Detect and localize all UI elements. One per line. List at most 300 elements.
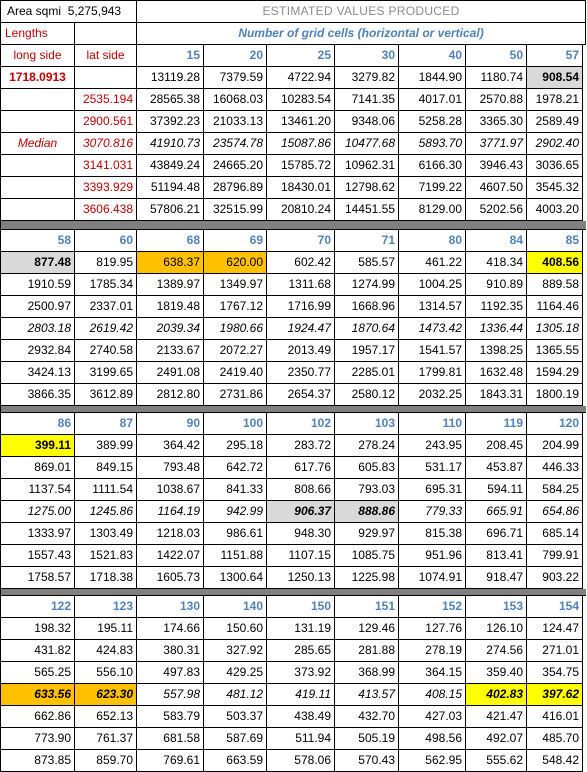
header-cell[interactable]: 90 (137, 413, 204, 435)
data-cell[interactable]: 2803.18 (1, 318, 75, 340)
data-cell[interactable]: 10477.68 (335, 133, 399, 155)
median-label[interactable]: Median (1, 133, 75, 155)
data-cell[interactable]: 665.91 (466, 501, 527, 523)
data-cell[interactable]: 1799.81 (399, 362, 466, 384)
data-cell[interactable]: 505.19 (335, 728, 399, 750)
lengths-label[interactable]: Lengths (1, 23, 75, 45)
data-cell[interactable]: 3279.82 (335, 67, 399, 89)
data-cell[interactable]: 562.95 (399, 750, 466, 772)
data-cell[interactable]: 696.71 (466, 523, 527, 545)
table-row (1, 296, 586, 318)
header-cell[interactable]: 68 (137, 230, 204, 252)
data-cell[interactable]: 7141.35 (335, 89, 399, 111)
data-cell[interactable]: 2350.77 (267, 362, 335, 384)
header-cell[interactable]: 85 (527, 230, 583, 252)
data-cell[interactable]: 1957.17 (335, 340, 399, 362)
data-cell[interactable]: 584.25 (527, 479, 583, 501)
data-cell[interactable]: 3365.30 (466, 111, 527, 133)
data-cell[interactable]: 1111.54 (75, 479, 137, 501)
data-cell[interactable]: 2039.34 (137, 318, 204, 340)
data-cell[interactable]: 453.87 (466, 457, 527, 479)
data-cell[interactable]: 556.10 (75, 662, 137, 684)
data-cell[interactable]: 419.11 (267, 684, 335, 706)
data-cell[interactable]: 662.86 (1, 706, 75, 728)
data-cell[interactable]: 285.65 (267, 640, 335, 662)
header-cell[interactable]: 87 (75, 413, 137, 435)
data-cell[interactable]: 815.38 (399, 523, 466, 545)
data-cell[interactable]: 421.47 (466, 706, 527, 728)
data-cell-highlight[interactable]: 399.11 (1, 435, 75, 457)
data-cell[interactable]: 7379.59 (204, 67, 267, 89)
data-cell[interactable]: 23574.78 (204, 133, 267, 155)
data-cell[interactable]: 278.19 (399, 640, 466, 662)
data-cell[interactable]: 21033.13 (204, 111, 267, 133)
data-cell[interactable]: 1300.64 (204, 567, 267, 589)
data-cell[interactable]: 3866.35 (1, 384, 75, 406)
data-cell[interactable]: 557.98 (137, 684, 204, 706)
data-cell[interactable]: 1192.35 (466, 296, 527, 318)
data-cell[interactable]: 841.33 (204, 479, 267, 501)
data-cell[interactable]: 570.43 (335, 750, 399, 772)
lat-side-value[interactable]: 3393.929 (75, 177, 137, 199)
data-cell[interactable]: 1336.44 (466, 318, 527, 340)
data-cell[interactable]: 1164.46 (527, 296, 583, 318)
data-cell[interactable]: 380.31 (137, 640, 204, 662)
data-cell[interactable]: 3946.43 (466, 155, 527, 177)
data-cell[interactable]: 5258.28 (399, 111, 466, 133)
data-cell[interactable]: 1218.03 (137, 523, 204, 545)
long-side-label[interactable]: long side (1, 45, 75, 67)
data-cell[interactable]: 15087.86 (267, 133, 335, 155)
data-cell[interactable]: 485.70 (527, 728, 583, 750)
header-cell[interactable]: 15 (137, 45, 204, 67)
data-cell[interactable]: 2500.97 (1, 296, 75, 318)
data-cell[interactable]: 492.07 (466, 728, 527, 750)
data-cell[interactable]: 695.31 (399, 479, 466, 501)
data-cell[interactable]: 208.45 (466, 435, 527, 457)
data-cell-highlight[interactable]: 908.54 (527, 67, 583, 89)
data-cell[interactable]: 585.57 (335, 252, 399, 274)
data-cell[interactable]: 364.15 (399, 662, 466, 684)
data-cell[interactable]: 359.40 (466, 662, 527, 684)
data-cell[interactable]: 3424.13 (1, 362, 75, 384)
data-cell[interactable]: 295.18 (204, 435, 267, 457)
data-cell[interactable]: 32515.99 (204, 199, 267, 221)
header-cell[interactable]: 86 (1, 413, 75, 435)
data-cell[interactable]: 1632.48 (466, 362, 527, 384)
data-cell[interactable]: 2419.40 (204, 362, 267, 384)
data-cell[interactable]: 43849.24 (137, 155, 204, 177)
data-cell[interactable]: 1819.48 (137, 296, 204, 318)
data-cell[interactable]: 5893.70 (399, 133, 466, 155)
header-cell[interactable]: 130 (137, 596, 204, 618)
table-row (1, 640, 586, 662)
data-cell[interactable]: 555.62 (466, 750, 527, 772)
data-cell[interactable]: 1004.25 (399, 274, 466, 296)
data-cell[interactable]: 3199.65 (75, 362, 137, 384)
data-cell[interactable]: 424.83 (75, 640, 137, 662)
data-cell[interactable]: 2570.88 (466, 89, 527, 111)
data-cell[interactable]: 429.25 (204, 662, 267, 684)
median-row (1, 501, 586, 523)
data-cell[interactable]: 198.32 (1, 618, 75, 640)
long-side-value[interactable]: 1718.0913 (1, 67, 75, 89)
data-cell[interactable]: 389.99 (75, 435, 137, 457)
data-cell[interactable]: 7199.22 (399, 177, 466, 199)
data-cell[interactable]: 1785.34 (75, 274, 137, 296)
data-cell[interactable]: 2589.49 (527, 111, 583, 133)
data-cell[interactable]: 594.11 (466, 479, 527, 501)
data-cell[interactable]: 1314.57 (399, 296, 466, 318)
data-cell[interactable]: 1305.18 (527, 318, 583, 340)
data-cell[interactable]: 1274.99 (335, 274, 399, 296)
data-cell[interactable]: 1800.19 (527, 384, 583, 406)
data-cell-highlight[interactable]: 906.37 (267, 501, 335, 523)
data-cell[interactable]: 131.19 (267, 618, 335, 640)
data-cell[interactable]: 859.70 (75, 750, 137, 772)
data-cell[interactable]: 12798.62 (335, 177, 399, 199)
data-cell[interactable]: 2133.67 (137, 340, 204, 362)
data-cell[interactable]: 1924.47 (267, 318, 335, 340)
data-cell[interactable]: 10283.54 (267, 89, 335, 111)
data-cell[interactable]: 1151.88 (204, 545, 267, 567)
data-cell-highlight[interactable]: 397.62 (527, 684, 583, 706)
data-cell[interactable]: 498.56 (399, 728, 466, 750)
data-cell-highlight[interactable]: 402.83 (466, 684, 527, 706)
header-cell[interactable]: 151 (335, 596, 399, 618)
lat-side-value[interactable]: 2900.561 (75, 111, 137, 133)
data-cell[interactable]: 663.59 (204, 750, 267, 772)
data-cell[interactable]: 587.69 (204, 728, 267, 750)
data-cell[interactable]: 819.95 (75, 252, 137, 274)
data-cell[interactable]: 1758.57 (1, 567, 75, 589)
lat-side-label[interactable]: lat side (75, 45, 137, 67)
data-cell[interactable]: 918.47 (466, 567, 527, 589)
header-cell[interactable]: 20 (204, 45, 267, 67)
data-cell[interactable]: 1668.96 (335, 296, 399, 318)
header-cell[interactable]: 58 (1, 230, 75, 252)
data-cell[interactable]: 2032.25 (399, 384, 466, 406)
header-cell[interactable]: 119 (466, 413, 527, 435)
data-cell[interactable]: 869.01 (1, 457, 75, 479)
empty-cell[interactable] (75, 23, 137, 45)
long-side-cell[interactable] (1, 111, 75, 133)
data-cell[interactable]: 3036.65 (527, 155, 583, 177)
data-cell[interactable]: 3771.97 (466, 133, 527, 155)
data-cell[interactable]: 1978.21 (527, 89, 583, 111)
header-cell[interactable]: 110 (399, 413, 466, 435)
data-cell-highlight[interactable]: 888.86 (335, 501, 399, 523)
data-cell[interactable]: 2740.58 (75, 340, 137, 362)
data-cell[interactable]: 416.01 (527, 706, 583, 728)
data-cell[interactable]: 174.66 (137, 618, 204, 640)
data-cell[interactable]: 769.61 (137, 750, 204, 772)
header-cell[interactable]: 150 (267, 596, 335, 618)
data-cell[interactable]: 37392.23 (137, 111, 204, 133)
data-cell[interactable]: 548.42 (527, 750, 583, 772)
data-cell[interactable]: 2013.49 (267, 340, 335, 362)
header-cell[interactable]: 40 (399, 45, 466, 67)
header-cell[interactable]: 154 (527, 596, 583, 618)
lat-side-value[interactable]: 3141.031 (75, 155, 137, 177)
data-cell[interactable]: 642.72 (204, 457, 267, 479)
data-cell[interactable]: 929.97 (335, 523, 399, 545)
data-cell[interactable]: 13461.20 (267, 111, 335, 133)
data-cell[interactable]: 481.12 (204, 684, 267, 706)
lat-side-value[interactable]: 2535.194 (75, 89, 137, 111)
long-side-cell[interactable] (1, 177, 75, 199)
data-cell[interactable]: 51194.48 (137, 177, 204, 199)
data-cell[interactable]: 446.33 (527, 457, 583, 479)
data-cell[interactable]: 903.22 (527, 567, 583, 589)
data-cell[interactable]: 1718.38 (75, 567, 137, 589)
data-cell[interactable]: 281.88 (335, 640, 399, 662)
data-cell[interactable]: 28565.38 (137, 89, 204, 111)
data-cell[interactable]: 813.41 (466, 545, 527, 567)
data-cell[interactable]: 6166.30 (399, 155, 466, 177)
data-cell[interactable]: 942.99 (204, 501, 267, 523)
header-cell[interactable]: 122 (1, 596, 75, 618)
data-cell[interactable]: 910.89 (466, 274, 527, 296)
data-cell[interactable]: 565.25 (1, 662, 75, 684)
data-cell[interactable]: 124.47 (527, 618, 583, 640)
long-side-cell[interactable] (1, 199, 75, 221)
data-cell[interactable]: 408.15 (399, 684, 466, 706)
grid-title[interactable]: Number of grid cells (horizontal or vertical) (137, 23, 586, 45)
data-cell[interactable]: 1349.97 (204, 274, 267, 296)
header-cell[interactable]: 152 (399, 596, 466, 618)
data-cell[interactable]: 4017.01 (399, 89, 466, 111)
data-cell[interactable]: 531.17 (399, 457, 466, 479)
data-cell[interactable]: 2902.40 (527, 133, 583, 155)
data-cell[interactable]: 427.03 (399, 706, 466, 728)
long-side-cell[interactable] (1, 155, 75, 177)
data-cell[interactable]: 368.99 (335, 662, 399, 684)
data-cell[interactable]: 1767.12 (204, 296, 267, 318)
data-cell[interactable]: 986.61 (204, 523, 267, 545)
area-cell[interactable] (1, 1, 137, 23)
data-cell[interactable]: 1870.64 (335, 318, 399, 340)
data-cell[interactable]: 511.94 (267, 728, 335, 750)
data-cell[interactable]: 602.42 (267, 252, 335, 274)
data-cell[interactable]: 761.37 (75, 728, 137, 750)
data-cell[interactable]: 808.66 (267, 479, 335, 501)
data-cell[interactable]: 204.99 (527, 435, 583, 457)
data-cell[interactable]: 1716.99 (267, 296, 335, 318)
data-cell[interactable]: 1521.83 (75, 545, 137, 567)
data-cell[interactable]: 354.75 (527, 662, 583, 684)
data-cell[interactable]: 1038.67 (137, 479, 204, 501)
data-cell[interactable]: 849.15 (75, 457, 137, 479)
data-cell[interactable]: 503.37 (204, 706, 267, 728)
data-cell[interactable]: 150.60 (204, 618, 267, 640)
data-cell[interactable]: 948.30 (267, 523, 335, 545)
data-cell[interactable]: 1303.49 (75, 523, 137, 545)
data-cell[interactable]: 1164.19 (137, 501, 204, 523)
header-cell[interactable]: 71 (335, 230, 399, 252)
data-cell[interactable]: 1275.00 (1, 501, 75, 523)
data-cell[interactable]: 2812.80 (137, 384, 204, 406)
data-cell[interactable]: 13119.28 (137, 67, 204, 89)
data-cell-highlight[interactable]: 877.48 (1, 252, 75, 274)
data-cell[interactable]: 126.10 (466, 618, 527, 640)
data-cell[interactable]: 4607.50 (466, 177, 527, 199)
data-cell[interactable]: 2337.01 (75, 296, 137, 318)
lat-side-cell[interactable] (75, 67, 137, 89)
data-cell[interactable]: 1398.25 (466, 340, 527, 362)
data-cell[interactable]: 243.95 (399, 435, 466, 457)
data-cell[interactable]: 195.11 (75, 618, 137, 640)
header-cell[interactable]: 69 (204, 230, 267, 252)
data-cell[interactable]: 1541.57 (399, 340, 466, 362)
data-cell[interactable]: 1107.15 (267, 545, 335, 567)
data-cell[interactable]: 57806.21 (137, 199, 204, 221)
data-cell-highlight[interactable]: 633.56 (1, 684, 75, 706)
data-cell[interactable]: 129.46 (335, 618, 399, 640)
table-row (1, 706, 586, 728)
data-cell[interactable]: 951.96 (399, 545, 466, 567)
data-cell[interactable]: 3612.89 (75, 384, 137, 406)
header-cell[interactable]: 84 (466, 230, 527, 252)
data-cell[interactable]: 438.49 (267, 706, 335, 728)
data-cell[interactable]: 8129.00 (399, 199, 466, 221)
data-cell[interactable]: 2619.42 (75, 318, 137, 340)
data-cell[interactable]: 283.72 (267, 435, 335, 457)
table-row (1, 567, 586, 589)
data-cell[interactable]: 327.92 (204, 640, 267, 662)
data-cell[interactable]: 2731.86 (204, 384, 267, 406)
data-cell[interactable]: 681.58 (137, 728, 204, 750)
data-cell[interactable]: 1137.54 (1, 479, 75, 501)
header-cell[interactable]: 120 (527, 413, 583, 435)
data-cell[interactable]: 364.42 (137, 435, 204, 457)
data-cell[interactable]: 497.83 (137, 662, 204, 684)
data-cell[interactable]: 20810.24 (267, 199, 335, 221)
header-cell[interactable]: 50 (466, 45, 527, 67)
data-cell[interactable]: 1473.42 (399, 318, 466, 340)
data-cell[interactable]: 14451.55 (335, 199, 399, 221)
data-cell[interactable]: 4722.94 (267, 67, 335, 89)
data-cell[interactable]: 3545.32 (527, 177, 583, 199)
data-cell[interactable]: 373.92 (267, 662, 335, 684)
header-cell[interactable]: 123 (75, 596, 137, 618)
data-cell[interactable]: 2580.12 (335, 384, 399, 406)
data-cell[interactable]: 773.90 (1, 728, 75, 750)
data-cell[interactable]: 1910.59 (1, 274, 75, 296)
data-cell[interactable]: 1844.90 (399, 67, 466, 89)
data-cell[interactable]: 1594.29 (527, 362, 583, 384)
table-row (1, 199, 586, 221)
data-cell[interactable]: 1245.86 (75, 501, 137, 523)
data-cell[interactable]: 2932.84 (1, 340, 75, 362)
data-cell[interactable]: 413.57 (335, 684, 399, 706)
data-cell[interactable]: 1365.55 (527, 340, 583, 362)
data-cell[interactable]: 271.01 (527, 640, 583, 662)
data-cell[interactable]: 1389.97 (137, 274, 204, 296)
data-cell[interactable]: 793.03 (335, 479, 399, 501)
data-cell[interactable]: 1980.66 (204, 318, 267, 340)
lat-side-value[interactable]: 3070.816 (75, 133, 137, 155)
data-cell[interactable]: 278.24 (335, 435, 399, 457)
data-cell[interactable]: 799.91 (527, 545, 583, 567)
data-cell[interactable]: 274.56 (466, 640, 527, 662)
header-cell[interactable]: 25 (267, 45, 335, 67)
data-cell[interactable]: 1225.98 (335, 567, 399, 589)
data-cell[interactable]: 418.34 (466, 252, 527, 274)
data-cell[interactable]: 685.14 (527, 523, 583, 545)
data-cell[interactable]: 41910.73 (137, 133, 204, 155)
data-cell[interactable]: 1180.74 (466, 67, 527, 89)
data-cell[interactable]: 5202.56 (466, 199, 527, 221)
data-cell[interactable]: 1843.31 (466, 384, 527, 406)
data-cell[interactable]: 1422.07 (137, 545, 204, 567)
header-cell[interactable]: 100 (204, 413, 267, 435)
header-cell[interactable]: 30 (335, 45, 399, 67)
data-cell[interactable]: 578.06 (267, 750, 335, 772)
data-cell-highlight[interactable]: 620.00 (204, 252, 267, 274)
header-cell[interactable]: 102 (267, 413, 335, 435)
data-cell[interactable]: 28796.89 (204, 177, 267, 199)
header-cell[interactable]: 70 (267, 230, 335, 252)
data-cell[interactable]: 127.76 (399, 618, 466, 640)
data-cell[interactable]: 779.33 (399, 501, 466, 523)
header-cell[interactable]: 153 (466, 596, 527, 618)
data-cell[interactable]: 2285.01 (335, 362, 399, 384)
data-cell[interactable]: 605.83 (335, 457, 399, 479)
data-cell[interactable]: 4003.20 (527, 199, 583, 221)
data-cell[interactable]: 18430.01 (267, 177, 335, 199)
data-cell[interactable]: 2072.27 (204, 340, 267, 362)
header-cell[interactable]: 57 (527, 45, 583, 67)
data-cell-highlight[interactable]: 623.30 (75, 684, 137, 706)
data-cell[interactable]: 1557.43 (1, 545, 75, 567)
data-cell[interactable]: 583.79 (137, 706, 204, 728)
data-cell[interactable]: 652.13 (75, 706, 137, 728)
data-cell[interactable]: 431.82 (1, 640, 75, 662)
data-cell[interactable]: 617.76 (267, 457, 335, 479)
data-cell[interactable]: 793.48 (137, 457, 204, 479)
header-cell[interactable]: 103 (335, 413, 399, 435)
data-cell[interactable]: 2491.08 (137, 362, 204, 384)
data-cell[interactable]: 889.58 (527, 274, 583, 296)
data-cell-highlight[interactable]: 638.37 (137, 252, 204, 274)
data-cell[interactable]: 1605.73 (137, 567, 204, 589)
data-cell[interactable]: 1085.75 (335, 545, 399, 567)
data-cell[interactable]: 15785.72 (267, 155, 335, 177)
header-cell[interactable]: 80 (399, 230, 466, 252)
lat-side-value[interactable]: 3606.438 (75, 199, 137, 221)
data-cell[interactable]: 24665.20 (204, 155, 267, 177)
data-cell[interactable]: 16068.03 (204, 89, 267, 111)
data-cell[interactable]: 461.22 (399, 252, 466, 274)
data-cell-highlight[interactable]: 408.56 (527, 252, 583, 274)
data-cell[interactable]: 2654.37 (267, 384, 335, 406)
header-cell[interactable]: 60 (75, 230, 137, 252)
data-cell[interactable]: 654.86 (527, 501, 583, 523)
long-side-cell[interactable] (1, 89, 75, 111)
data-cell[interactable]: 873.85 (1, 750, 75, 772)
data-cell[interactable]: 1311.68 (267, 274, 335, 296)
data-cell[interactable]: 1250.13 (267, 567, 335, 589)
data-cell[interactable]: 1074.91 (399, 567, 466, 589)
data-cell[interactable]: 9348.06 (335, 111, 399, 133)
data-cell[interactable]: 10962.31 (335, 155, 399, 177)
data-cell[interactable]: 1333.97 (1, 523, 75, 545)
estimated-title[interactable]: ESTIMATED VALUES PRODUCED (137, 1, 586, 23)
data-cell[interactable]: 432.70 (335, 706, 399, 728)
header-cell[interactable]: 140 (204, 596, 267, 618)
block2-header-row (1, 230, 586, 252)
